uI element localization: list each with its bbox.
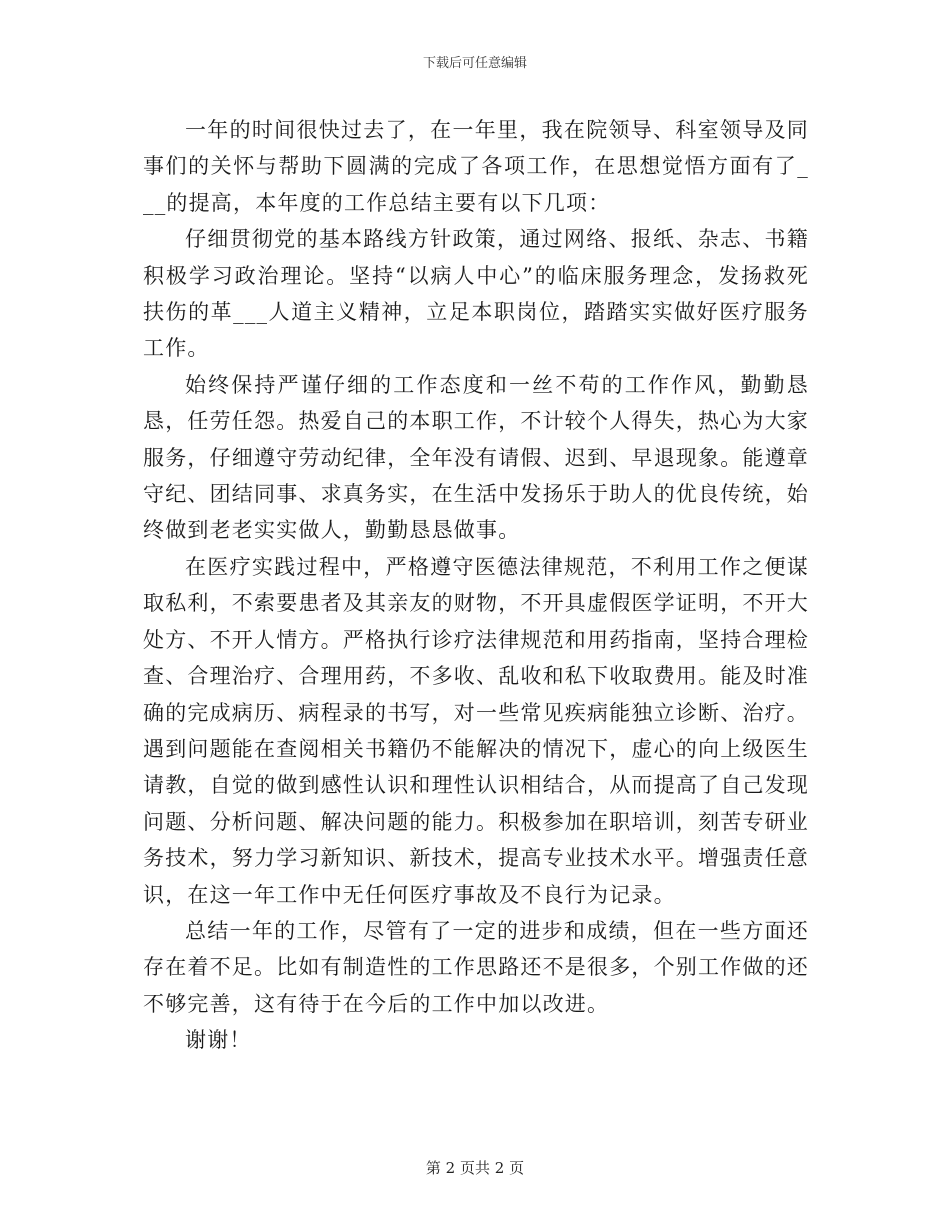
paragraph-summary: 总结一年的工作，尽管有了一定的进步和成绩，但在一些方面还存在着不足。比如有制造性的工作思路还不是很多，个别工作做的还不够完善，这有待于在今后的工作中加以改进。 [143,918,809,1016]
page-header: 下载后可任意编辑 [422,56,527,71]
paragraph-thanks: 谢谢！ [185,1028,252,1053]
document-body [143,112,809,1059]
paragraph-medical-practice: 在医疗实践过程中，严格遵守医德法律规范，不利用工作之便谋取私利，不索要患者及其亲友的财物，不开具虚假医学证明，不开大处方、不开人情方。严格执行诊疗法律规范和用药指南，坚持合理检查、合理治疗、合理用药，不多收、乱收和私下收取费用。能及时准确的完成病历、病程录的书写，对一些常见疾病能独立诊断、治疗。遇到问题能在查阅相关书籍仍不能解决的情况下，虚心的向上级医生请教，自觉的做到感性认识和理性认识相结合，从而提高了自己发现问题、分析问题、解决问题的能力。积极参加在职培训，刻苦专研业务技术，努力学习新知识、新技术，提高专业技术水平。增强责任意识，在这一年工作中无任何医疗事故及不良行为记录。 [143,554,809,907]
paragraph-intro: 一年的时间很快过去了，在一年里，我在院领导、科室领导及同事们的关怀与帮助下圆满的完成了各项工作，在思想觉悟方面有了___的提高，本年度的工作总结主要有以下几项： [143,118,809,215]
paragraph-political-study: 仔细贯彻党的基本路线方针政策，通过网络、报纸、杂志、书籍积极学习政治理论。坚持“以病人中心”的临床服务理念，发扬救死扶伤的革___人道主义精神，立足本职岗位，踏踏实实做好医疗服务工作。 [143,227,809,361]
page-number-footer: 第 2 页共 2 页 [425,1159,525,1177]
paragraph-work-attitude: 始终保持严谨仔细的工作态度和一丝不苟的工作作风，勤勤恳恳，任劳任怨。热爱自己的本职工作，不计较个人得失，热心为大家服务，仔细遵守劳动纪律，全年没有请假、迟到、早退现象。能遵章守纪、团结同事、求真务实，在生活中发扬乐于助人的优良传统，始终做到老老实实做人，勤勤恳恳做事。 [143,372,809,543]
